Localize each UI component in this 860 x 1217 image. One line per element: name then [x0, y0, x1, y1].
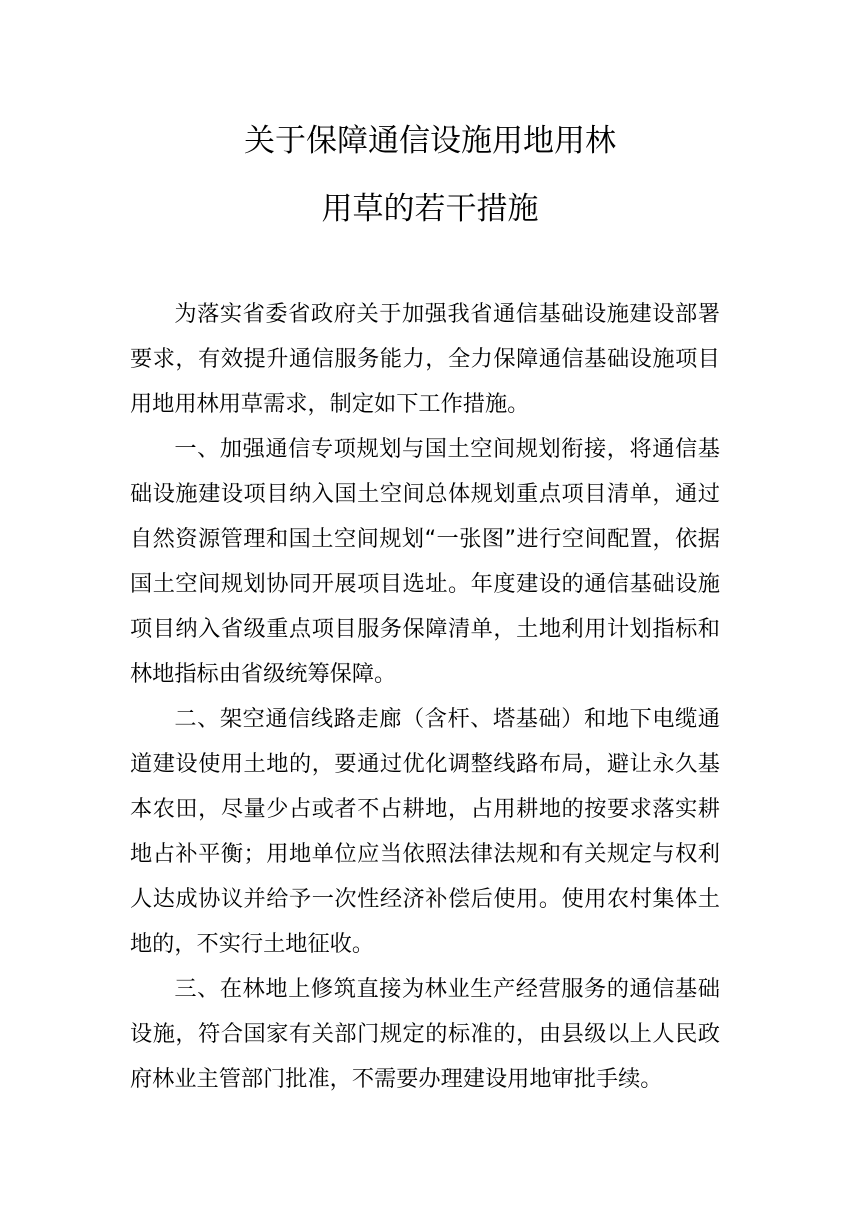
paragraph-measure-3: 三、在林地上修筑直接为林业生产经营服务的通信基础设施，符合国家有关部门规定的标准的，由县级以上人民政府林业主管部门批准，不需要办理建设用地审批手续。: [130, 976, 720, 1092]
paragraph-measure-1: 一、加强通信专项规划与国土空间规划衔接，将通信基础设施建设项目纳入国土空间总体规划重点项目清单，通过自然资源管理和国土空间规划“一张图”进行空间配置，依据国土空间规划协同开展项目选址。年度建设的通信基础设施项目纳入省级重点项目服务保障清单，土地利用计划指标和林地指标由省级统筹保障。: [130, 436, 720, 687]
document-title-line-1: 关于保障通信设施用地用林: [244, 123, 616, 159]
paragraph-measure-2: 二、架空通信线路走廊（含杆、塔基础）和地下电缆通道建设使用土地的，要通过优化调整线路布局，避让永久基本农田，尽量少占或者不占耕地，占用耕地的按要求落实耕地占补平衡；用地单位应当依照法律法规和有关规定与权利人达成协议并给予一次性经济补偿后使用。使用农村集体土地的，不实行土地征收。: [130, 706, 720, 957]
document-title-line-2: 用草的若干措施: [321, 191, 539, 227]
paragraph-intro: 为落实省委省政府关于加强我省通信基础设施建设部署要求，有效提升通信服务能力，全力保障通信基础设施项目用地用林用草需求，制定如下工作措施。: [130, 301, 720, 417]
document-body: [130, 292, 720, 1102]
